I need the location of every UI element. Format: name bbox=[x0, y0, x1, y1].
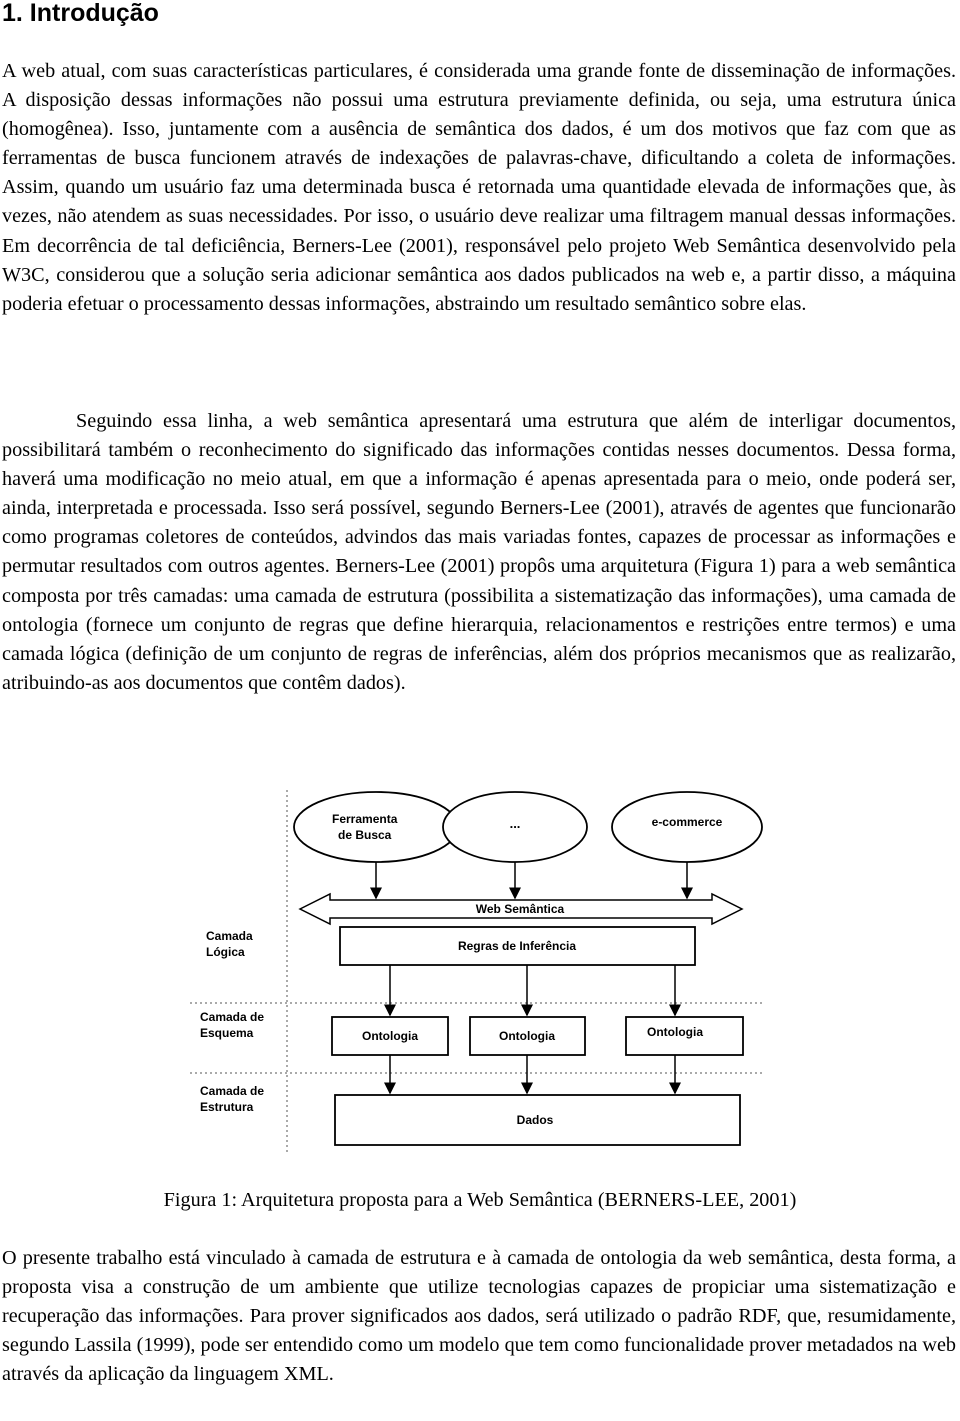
section-title: 1. Introdução bbox=[2, 0, 159, 27]
paragraph-2: Seguindo essa linha, a web semântica apresentará uma estrutura que além de interligar documentos, possibilitará também o reconhecimento do significado das informações contidas nesses documentos. Dessa forma, haverá uma modificação no meio atual, em que a informação é apenas apresentada para o meio, onde poderá ser, ainda, interpretada e processada. Isso será possível, segundo Berners-Lee (2001), através de agentes que funcionarão como programas coletores de conteúdos, advindos das mais variadas fontes, capazes de processar as informações e permutar resultados com outros agentes. Berners-Lee (2001) propôs uma arquitetura (Figura 1) para a web semântica composta por três camadas: uma camada de estrutura (possibilita a sistematização das informações), uma camada de ontologia (fornece um conjunto de regras que define hierarquia, relacionamentos e restrições entre termos) e uma camada lógica (definição de um conjunto de regras de inferências, além dos próprios mecanismos que as realizarão, atribuindo-as aos documentos que contêm dados). bbox=[2, 410, 956, 694]
camada-estrutura-line1: Camada de bbox=[200, 1084, 265, 1098]
app-ferramenta-busca bbox=[294, 792, 458, 862]
ecommerce-label: e-commerce bbox=[651, 815, 723, 829]
dados-label: Dados bbox=[516, 1113, 554, 1127]
paragraph-1: A web atual, com suas características particulares, é considerada uma grande fonte de disseminação de informações. A disposição dessas informações não possui uma estrutura previamente definida, ou seja, uma estrutura única (homogênea). Isso, juntamente com a ausência de semântica dos dados, é um dos motivos que faz com que as ferramentas de busca funcionem através de indexações de palavras-chave, dificultando a coleta de informações. Assim, quando um usuário faz uma determinada busca é retornada uma quantidade elevada de informações que, às vezes, não atendem as suas necessidades. Por isso, o usuário deve realizar uma filtragem manual dessas informações. Em decorrência de tal deficiência, Berners-Lee (2001), responsável pelo projeto Web Semântica desenvolvido pela W3C, considerou que a solução seria adicionar semântica aos dados publicados na web e, a partir disso, a máquina poderia efetuar o processamento dessas informações, abstraindo um resultado semântico sobre elas. bbox=[2, 60, 956, 315]
web-semantica-label: Web Semântica bbox=[475, 902, 565, 916]
ellipsis-label: ... bbox=[509, 816, 521, 831]
ontologia-label-3: Ontologia bbox=[647, 1025, 703, 1039]
figure-caption: Figura 1: Arquitetura proposta para a Web Semântica (BERNERS-LEE, 2001) bbox=[163, 1189, 797, 1211]
camada-estrutura-line2: Estrutura bbox=[200, 1100, 254, 1114]
ontologia-label-1: Ontologia bbox=[362, 1029, 418, 1043]
camada-esquema-line2: Esquema bbox=[200, 1026, 254, 1040]
app-ecommerce bbox=[612, 792, 762, 862]
camada-esquema-line1: Camada de bbox=[200, 1010, 265, 1024]
paragraph-3: O presente trabalho está vinculado à camada de estrutura e à camada de ontologia da web semântica, desta forma, a proposta visa a construção de um ambiente que utilize tecnologias capazes de propiciar uma sistematização e recuperação das informações. Para prover significados aos dados, será utilizado o padrão RDF, que, resumidamente, segundo Lassila (1999), pode ser entendido como um modelo que tem como funcionalidade prover metadados na web através da aplicação da linguagem XML. bbox=[2, 1247, 956, 1386]
ferramenta-label: Ferramenta bbox=[332, 812, 398, 826]
ontologia-label-2: Ontologia bbox=[499, 1029, 555, 1043]
architecture-figure bbox=[190, 790, 770, 1165]
de-busca-label: de Busca bbox=[338, 828, 392, 842]
regras-inferencia-label: Regras de Inferência bbox=[457, 939, 577, 953]
camada-logica-line1: Camada bbox=[206, 929, 253, 943]
camada-logica-line2: Lógica bbox=[206, 945, 245, 959]
app-ellipsis bbox=[443, 792, 587, 862]
